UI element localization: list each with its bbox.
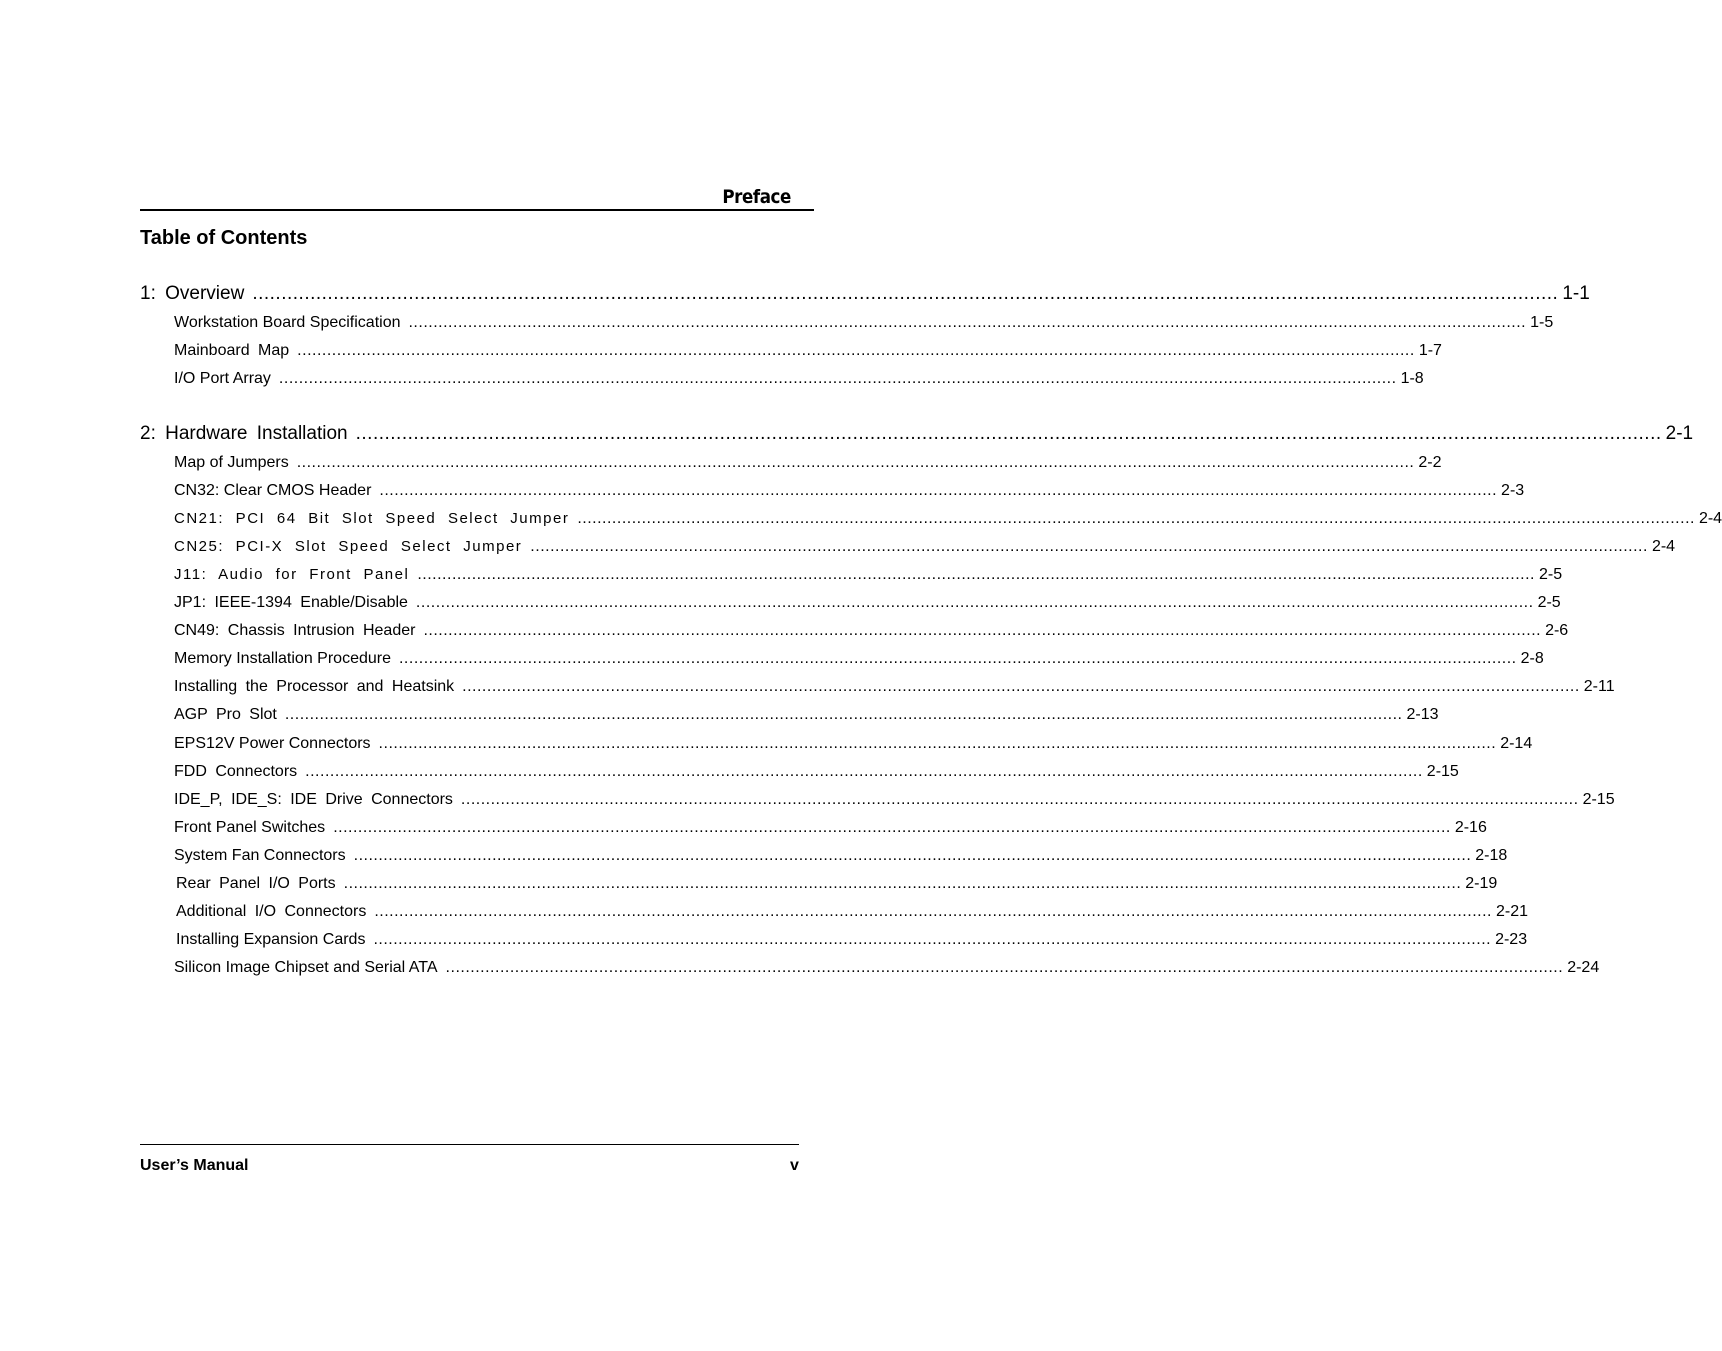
footer-page-number: v	[790, 1157, 799, 1174]
toc-entry[interactable]	[174, 538, 1676, 556]
toc-entry[interactable]	[176, 875, 1498, 893]
toc-entry-label: Front Panel Switches	[174, 819, 326, 836]
toc-page-number: 1-7	[1418, 342, 1442, 359]
toc-page-number: 2-1	[1665, 423, 1694, 444]
toc-entry[interactable]	[174, 454, 1442, 472]
toc-leader: ..................................................................................................................................................................................................................................	[378, 735, 1497, 752]
toc-entry-label: CN49: Chassis Intrusion Header	[174, 622, 416, 639]
footer-manual-title: User’s Manual	[140, 1157, 249, 1174]
toc-leader: ..................................................................................................................................................................................................................................	[284, 706, 1403, 723]
toc-entry[interactable]	[174, 735, 1533, 753]
toc-entry-label: EPS12V Power Connectors	[174, 735, 371, 752]
toc-entry-label: JP1: IEEE-1394 Enable/Disable	[174, 594, 408, 611]
toc-chapter-overview[interactable]	[140, 283, 1590, 305]
toc-page-number: 2-4	[1698, 510, 1722, 527]
toc-page-number: 2-13	[1406, 706, 1439, 723]
toc-page-number: 2-8	[1520, 650, 1544, 667]
toc-entry-label: Installing the Processor and Heatsink	[174, 678, 455, 695]
toc-page-number: 1-5	[1530, 314, 1554, 331]
toc-leader: ..................................................................................................................................................................................................................................	[379, 482, 1498, 499]
toc-page-number: 2-15	[1426, 763, 1459, 780]
toc-leader: ..................................................................................................................................................................................................................................	[374, 903, 1492, 920]
toc-leader: ..................................................................................................................................................................................................................................	[333, 819, 1451, 836]
toc-page-number: 2-14	[1500, 735, 1533, 752]
toc-leader: ..................................................................................................................................................................................................................................	[417, 566, 1535, 583]
toc-leader: ..................................................................................................................................................................................................................................	[252, 283, 1559, 304]
toc-entry-label: CN32: Clear CMOS Header	[174, 482, 372, 499]
toc-entry-label: AGP Pro Slot	[174, 706, 277, 723]
toc-page-number: 2-19	[1465, 875, 1498, 892]
toc-entry-label: Additional I/O Connectors	[176, 903, 367, 920]
toc-page-number: 1-8	[1400, 370, 1424, 387]
toc-entry[interactable]	[174, 314, 1554, 332]
header-rule	[140, 209, 814, 211]
toc-entry[interactable]	[176, 931, 1528, 949]
header-section-label: Preface	[722, 186, 791, 208]
toc-entry-label: IDE_P, IDE_S: IDE Drive Connectors	[174, 791, 453, 808]
toc-page-number: 2-16	[1454, 819, 1487, 836]
toc-entry-label: CN25: PCI-X Slot Speed Select Jumper	[174, 538, 523, 555]
toc-leader: ..................................................................................................................................................................................................................................	[460, 791, 1579, 808]
toc-entry[interactable]	[174, 819, 1487, 837]
toc-page-number: 2-24	[1567, 959, 1600, 976]
toc-entry-label: CN21: PCI 64 Bit Slot Speed Select Jumper	[174, 510, 570, 527]
toc-leader: ..................................................................................................................................................................................................................................	[398, 650, 1517, 667]
toc-leader: ..................................................................................................................................................................................................................................	[296, 454, 1415, 471]
toc-entry-label: FDD Connectors	[174, 763, 298, 780]
toc-chapter-label: 1: Overview	[140, 283, 245, 304]
toc-page-number: 2-6	[1545, 622, 1569, 639]
toc-leader: ..................................................................................................................................................................................................................................	[445, 959, 1564, 976]
toc-chapter-label: 2: Hardware Installation	[140, 423, 348, 444]
toc-entry-label: Map of Jumpers	[174, 454, 289, 471]
toc-entry-label: Mainboard Map	[174, 342, 290, 359]
toc-entry-label: Workstation Board Specification	[174, 314, 401, 331]
toc-entry-label: Silicon Image Chipset and Serial ATA	[174, 959, 438, 976]
toc-entry[interactable]	[174, 510, 1722, 528]
toc-entry-label: J11: Audio for Front Panel	[174, 566, 410, 583]
toc-chapter-hardware-installation[interactable]	[140, 423, 1694, 445]
toc-page-number: 2-2	[1418, 454, 1442, 471]
toc-leader: ..................................................................................................................................................................................................................................	[423, 622, 1542, 639]
toc-entry[interactable]	[174, 370, 1424, 388]
toc-entry-label: Installing Expansion Cards	[176, 931, 366, 948]
toc-leader: ..................................................................................................................................................................................................................................	[415, 594, 1534, 611]
toc-entry[interactable]	[174, 482, 1525, 500]
footer-rule	[140, 1144, 799, 1145]
toc-entry[interactable]	[174, 959, 1600, 977]
toc-entry[interactable]	[174, 566, 1563, 584]
toc-page-number: 2-23	[1495, 931, 1528, 948]
toc-page-number: 2-11	[1583, 678, 1615, 695]
toc-leader: ..................................................................................................................................................................................................................................	[355, 423, 1662, 444]
toc-leader: ..................................................................................................................................................................................................................................	[353, 847, 1472, 864]
toc-page-number: 2-3	[1501, 482, 1525, 499]
toc-leader: ..................................................................................................................................................................................................................................	[278, 370, 1397, 387]
toc-leader: ..................................................................................................................................................................................................................................	[577, 510, 1695, 527]
toc-entry[interactable]	[174, 763, 1459, 781]
toc-entry[interactable]	[174, 706, 1439, 724]
toc-title: Table of Contents	[140, 227, 308, 249]
toc-page-number: 2-15	[1582, 791, 1615, 808]
toc-entry[interactable]	[174, 847, 1508, 865]
toc-leader: ..................................................................................................................................................................................................................................	[462, 678, 1580, 695]
toc-leader: ..................................................................................................................................................................................................................................	[373, 931, 1492, 948]
toc-page-number: 1-1	[1562, 283, 1590, 304]
toc-entry-label: System Fan Connectors	[174, 847, 346, 864]
toc-entry-label: I/O Port Array	[174, 370, 271, 387]
toc-entry[interactable]	[174, 594, 1561, 612]
toc-leader: ..................................................................................................................................................................................................................................	[343, 875, 1462, 892]
toc-entry[interactable]	[174, 791, 1615, 809]
toc-entry[interactable]	[174, 622, 1569, 640]
toc-leader: ..................................................................................................................................................................................................................................	[305, 763, 1423, 780]
toc-leader: ..................................................................................................................................................................................................................................	[297, 342, 1415, 359]
toc-entry[interactable]	[174, 678, 1615, 696]
toc-page-number: 2-18	[1475, 847, 1508, 864]
toc-page-number: 2-5	[1537, 594, 1561, 611]
toc-leader: ..................................................................................................................................................................................................................................	[408, 314, 1527, 331]
toc-page-number: 2-21	[1495, 903, 1528, 920]
toc-entry-label: Rear Panel I/O Ports	[176, 875, 336, 892]
toc-entry[interactable]	[174, 650, 1544, 668]
toc-entry-label: Memory Installation Procedure	[174, 650, 391, 667]
toc-leader: ..................................................................................................................................................................................................................................	[530, 538, 1648, 555]
toc-page-number: 2-4	[1651, 538, 1676, 555]
toc-page-number: 2-5	[1538, 566, 1563, 583]
toc-entry[interactable]	[174, 342, 1442, 360]
toc-entry[interactable]	[176, 903, 1528, 921]
